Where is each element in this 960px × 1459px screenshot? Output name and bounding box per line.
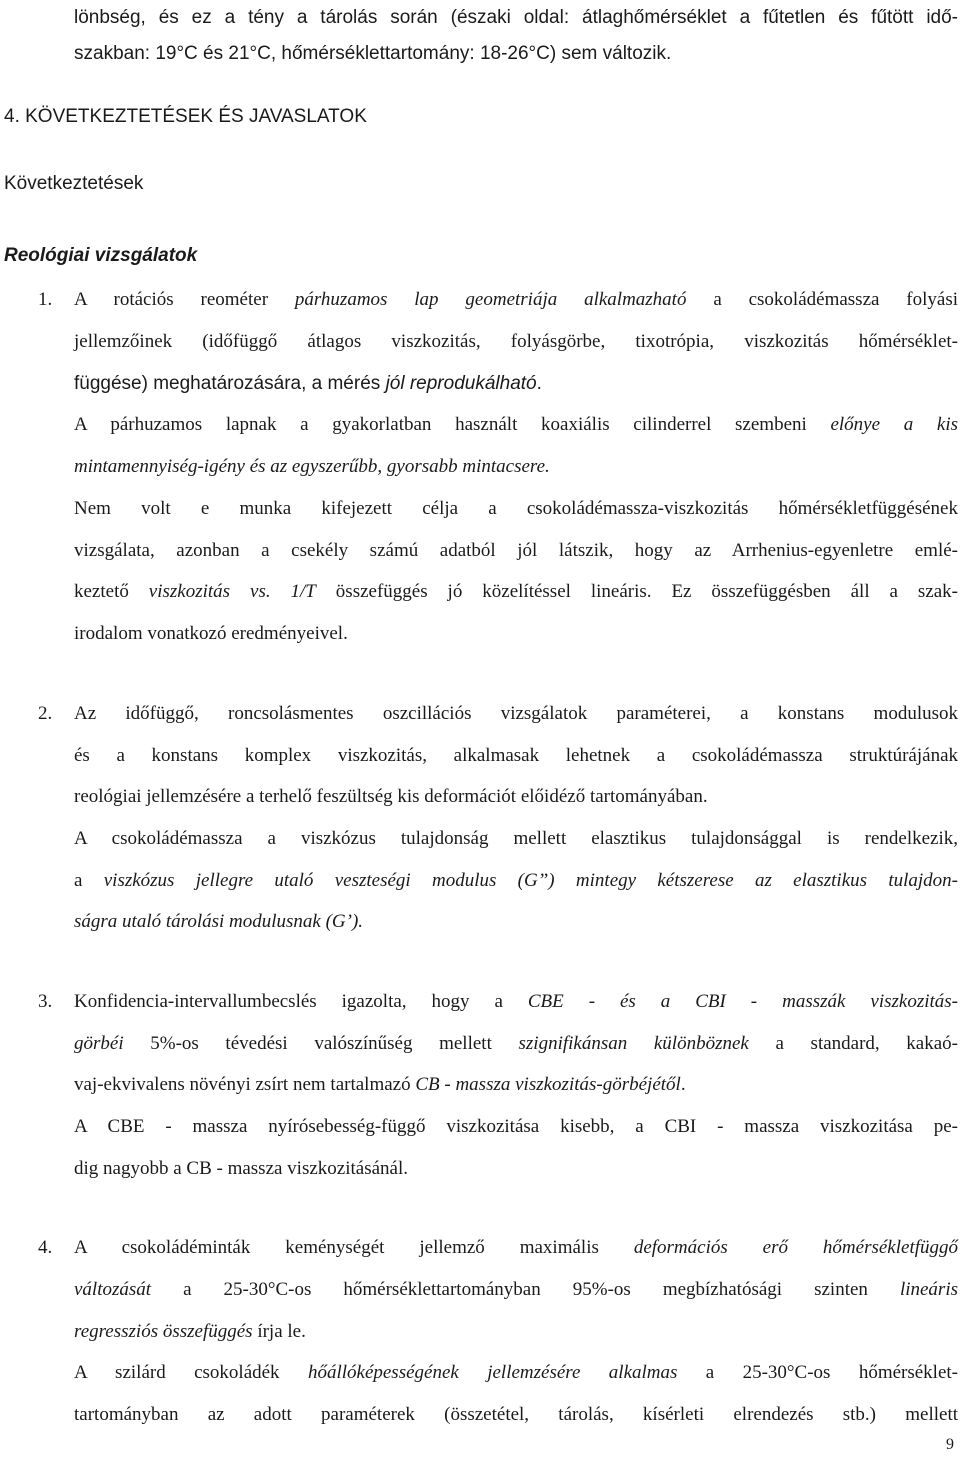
text-line: változását a 25-30°C-os hőmérséklettartományban 95%-os megbízhatósági szinten lineáris	[74, 1279, 958, 1300]
text-line: reológiai jellemzésére a terhelő feszültség kis deformációt előidéző tartományában.	[74, 786, 708, 807]
text-line: irodalom vonatkozó eredményeivel.	[74, 623, 348, 644]
text-line: és a konstans komplex viszkozitás, alkalmasak lehetnek a csokoládémassza struktúrájának	[74, 745, 958, 766]
subheading: Következtetések	[4, 173, 144, 194]
text-line: görbéi 5%-os tévedési valószínűség mellett szignifikánsan különböznek a standard, kakaó-	[74, 1033, 958, 1054]
text-line: A csokoládéminták keménységét jellemző maximális deformációs erő hőmérsékletfüggő	[74, 1237, 959, 1258]
text-line: tartományban az adott paraméterek (összetétel, tárolás, kísérleti elrendezés stb.) mellett	[74, 1404, 958, 1425]
text-line: lönbség, és ez a tény a tárolás során (északi oldal: átlaghőmérséklet a fűtetlen és fűtött idő-	[74, 7, 958, 28]
text-line: A szilárd csokoládék hőállóképességének jellemzésére alkalmas a 25-30°C-os hőmérséklet-	[74, 1362, 958, 1383]
text-line: regressziós összefüggés írja le.	[74, 1321, 306, 1342]
text-line: vizsgálata, azonban a csekély számú adatból jól látszik, hogy az Arrhenius-egyenletre emlé-	[74, 540, 958, 561]
list-number: 3.	[38, 991, 53, 1012]
text-line: Konfidencia-intervallumbecslés igazolta, hogy a CBE - és a CBI - masszák viszkozitás-	[74, 991, 958, 1012]
text-line: A csokoládémassza a viszkózus tulajdonság mellett elasztikus tulajdonsággal is rendelkezik,	[74, 828, 958, 849]
text-line: jellemzőinek (időfüggő átlagos viszkozitás, folyásgörbe, tixotrópia, viszkozitás hőmérséklet-	[74, 331, 958, 352]
text-line: A rotációs reométer párhuzamos lap geometriája alkalmazható a csokoládémassza folyási	[74, 289, 958, 310]
text-line: ságra utaló tárolási modulusnak (G’).	[74, 911, 364, 932]
subsubheading: Reológiai vizsgálatok	[4, 245, 198, 266]
page-number: 9	[946, 1436, 954, 1453]
list-number: 2.	[38, 703, 53, 724]
text-line: szakban: 19°C és 21°C, hőmérséklettartomány: 18-26°C) sem változik.	[74, 43, 672, 64]
text-line: függése) meghatározására, a mérés jól reprodukálható.	[74, 373, 542, 394]
text-line: dig nagyobb a CB - massza viszkozitásánál.	[74, 1158, 409, 1179]
list-number: 1.	[38, 289, 53, 310]
text-line: Nem volt e munka kifejezett célja a csokoládémassza-viszkozitás hőmérsékletfüggésének	[74, 498, 958, 519]
text-line: keztető viszkozitás vs. 1/T összefüggés jó közelítéssel lineáris. Ez összefüggésben áll a szak-	[74, 581, 958, 602]
list-number: 4.	[38, 1237, 53, 1258]
section-heading: 4. KÖVETKEZTETÉSEK ÉS JAVASLATOK	[4, 106, 367, 127]
text-line: Az időfüggő, roncsolásmentes oszcillációs vizsgálatok paraméterei, a konstans modulusok	[74, 703, 958, 724]
text-line: A párhuzamos lapnak a gyakorlatban használt koaxiális cilinderrel szembeni előnye a kis	[74, 414, 958, 435]
text-line: a viszkózus jellegre utaló veszteségi modulus (G”) mintegy kétszerese az elasztikus tulajdon-	[74, 870, 958, 891]
text-line: mintamennyiség-igény és az egyszerűbb, gyorsabb mintacsere.	[74, 456, 550, 477]
text-line: A CBE - massza nyírósebesség-függő viszkozitása kisebb, a CBI - massza viszkozitása pe-	[74, 1116, 958, 1137]
text-line: vaj-ekvivalens növényi zsírt nem tartalmazó CB - massza viszkozitás-görbéjétől.	[74, 1074, 686, 1095]
